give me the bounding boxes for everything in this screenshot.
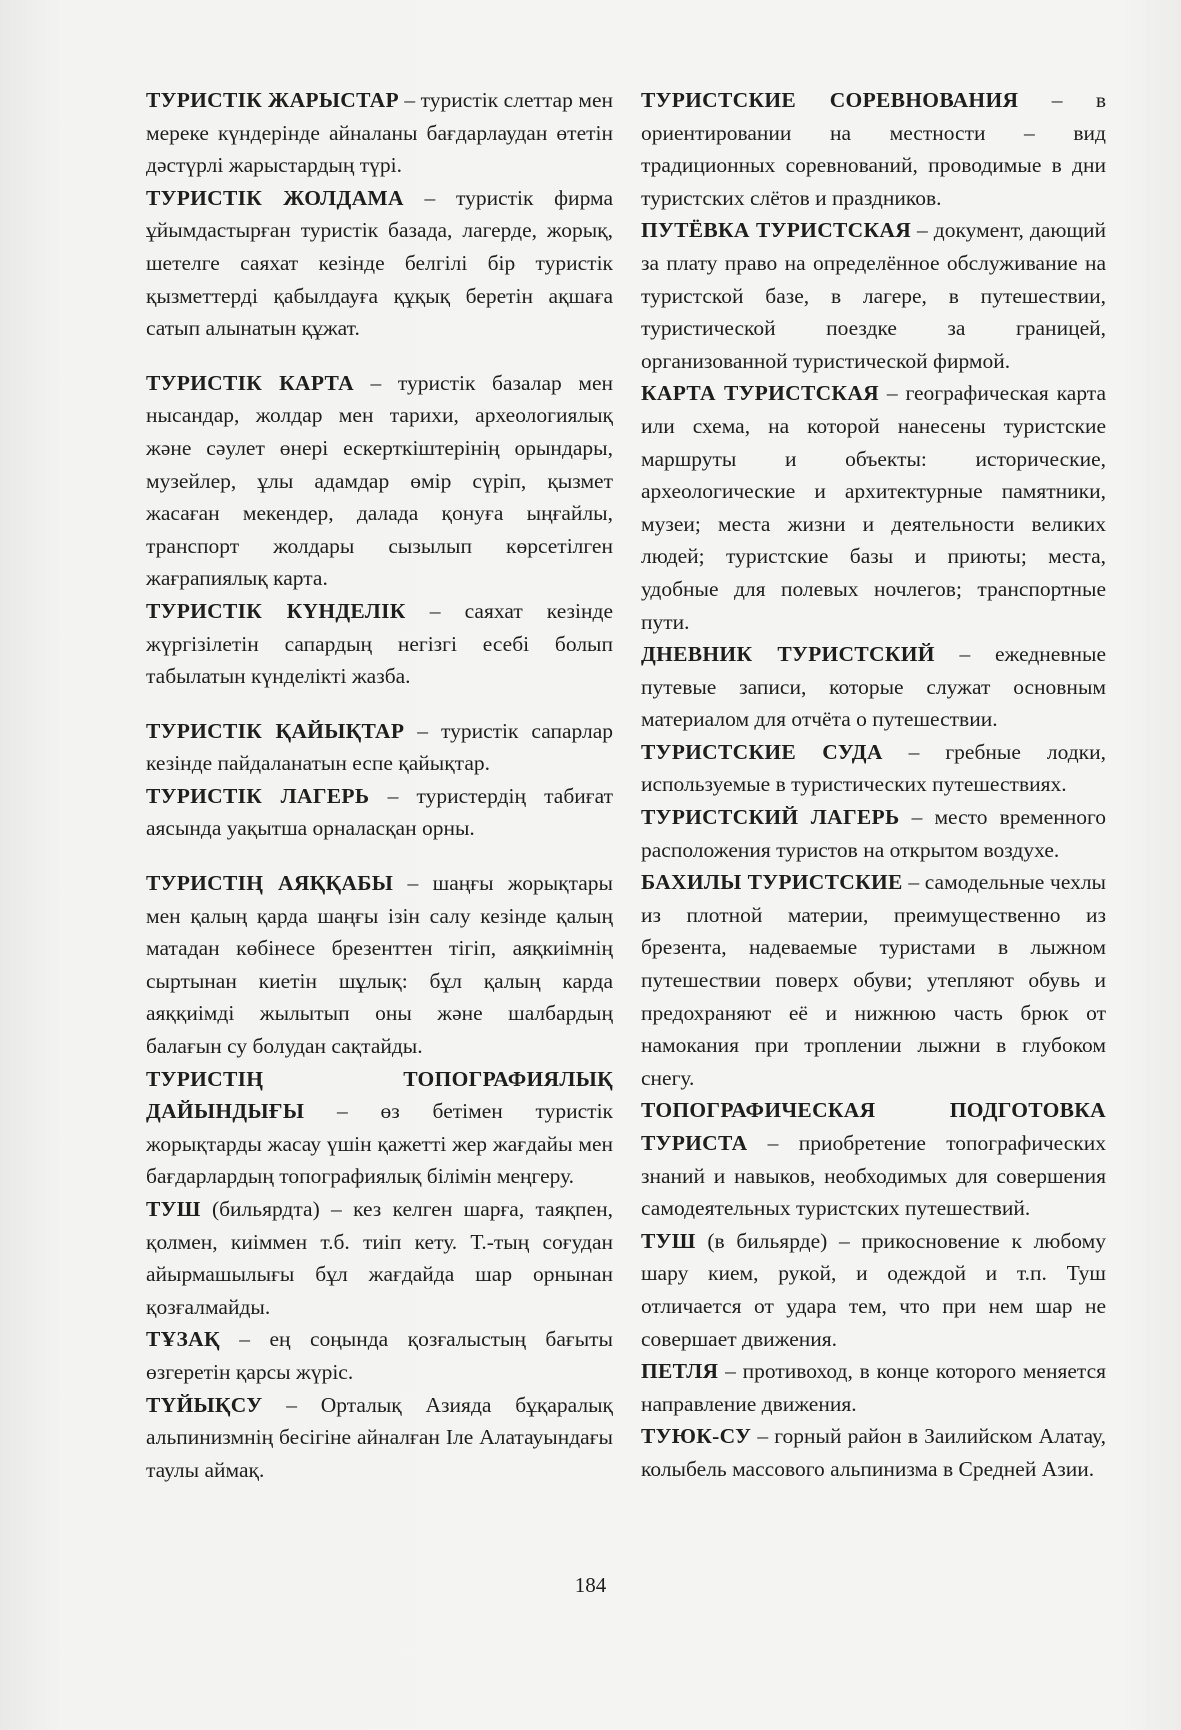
entry-term: ТУЮК-СУ (641, 1424, 752, 1449)
entry-definition: – место временного расположения туристов на открытом воздухе. (641, 805, 1106, 862)
entry-term: ТУРИСТСКИЕ СОРЕВНОВАНИЯ (641, 88, 1019, 112)
entry-definition: (бильярдта) – кез келген шарға, таяқпен, қолмен, киіммен т.б. тиіп кету. Т.-тың соғудан айырмашылығы бұл жағдайда шар орнынан қозғалмайды. (146, 1197, 613, 1319)
entry-term: ТУШ (146, 1197, 201, 1221)
entry (641, 1094, 1106, 1224)
entry (146, 595, 613, 693)
entry-definition: – документ, дающий за плату право на определённое обслуживание на туристской базе, в лагере, в путешествии, туристической поездке за границей, организованной туристической фирмой. (641, 218, 1106, 373)
entry (641, 866, 1106, 1094)
entry (641, 638, 1106, 736)
entry-term: ДНЕВНИК ТУРИСТСКИЙ (641, 642, 935, 667)
entry (641, 1225, 1106, 1355)
entry (146, 182, 613, 345)
entry-term: БАХИЛЫ ТУРИСТСКИЕ (641, 870, 903, 895)
entry-term: ТУРИСТІҢ ТОПОГРАФИЯЛЫҚ ДАЙЫНДЫҒЫ (146, 1066, 613, 1124)
entry (146, 1323, 613, 1388)
entry-definition: – туристердің табиғат аясында уақытша орналасқан орны. (146, 783, 613, 841)
entry (146, 780, 613, 845)
entry (641, 1355, 1106, 1420)
entry-term: ПЕТЛЯ (641, 1359, 719, 1384)
entry-definition: – шаңғы жорықтары мен қалың қарда шаңғы ізін салу кезінде қалың матадан көбінесе брезенттен тігіп, аяқкиімнің сыртынан киетін шұлық: бұл қалың карда аяққиімді жылытып оны және шалбардың балағын су болудан сақтайды. (146, 871, 613, 1059)
entry (641, 377, 1106, 638)
entry-term: ТҰЗАҚ (146, 1327, 220, 1352)
entry-term: ТОПОГРАФИЧЕСКАЯ ПОДГОТОВКА ТУРИСТА (641, 1098, 1106, 1155)
entry-definition: – географическая карта или схема, на которой нанесены туристские маршруты и объекты: исторические, археологические и архитектурные памятники, музеи; места жизни и деятельности великих людей; туристские базы и приюты; места, удобные для полевых ночлегов; транспортные пути. (641, 381, 1106, 634)
entry-term: ТУРИСТІК КАРТА (146, 370, 354, 395)
entry-definition: – туристік сапарлар кезінде пайдаланатын еспе қайықтар. (146, 718, 614, 776)
entry-definition: – туристік фирма ұйымдастырған туристік базада, лагерде, жорық, шетелге саяхат кезінде белгілі бір туристік қызметтерді қабылдауға құқық беретін ақшаға сатып алынатын құжат. (146, 185, 613, 341)
entry-definition: (в бильярде) – прикосновение к любому шару кием, рукой, и одеждой и т.п. Туш отличается от удара тем, что при нем шар не совершает движения. (641, 1228, 1106, 1351)
entry (641, 801, 1106, 866)
entry-definition: – ежедневные путевые записи, которые служат основным материалом для отчёта о путешествии. (641, 642, 1106, 732)
entry-definition: – противоход, в конце которого меняется направление движения. (641, 1359, 1106, 1416)
entry (146, 715, 613, 780)
entry-term: ТУРИСТІК КҮНДЕЛІК (146, 598, 406, 623)
entry-term: ТҮЙЫҚСУ (146, 1392, 263, 1417)
entry (146, 84, 613, 182)
entry-term: ТУРИСТІК ЛАГЕРЬ (146, 783, 370, 808)
entry (146, 1063, 613, 1193)
right-column-russian (641, 84, 1106, 1486)
page-number: 184 (574, 1573, 607, 1597)
entry-term: ТУРИСТСКИЕ СУДА (641, 739, 883, 764)
entry-definition: – өз бетімен туристік жорықтарды жасау үшін қажетті жер жағдайы мен бағдарлардың топографиялық білімін меңгеру. (146, 1099, 613, 1189)
entry-definition: – горный район в Заилийском Алатау, колыбель массового альпинизма в Средней Азии. (641, 1424, 1106, 1481)
entry (146, 1193, 613, 1323)
entry-definition: – туристік базалар мен нысандар, жолдар мен тарихи, археологиялық және сәулет өнері ескерткіштерінің орындары, музейлер, ұлы адамдар өмір сүріп, қызмет жасаған мекендер, далада қонуға ыңғайлы, транспорт жолдары сызылып көрсетілген жағрапиялық карта. (146, 370, 614, 591)
entry-definition: – Орталық Азияда бұқаралық альпинизмнің бесігіне айналған Іле Алатауындағы таулы аймақ. (146, 1392, 613, 1482)
entry-definition: – ең соңында қозғалыстың бағыты өзгеретін қарсы жүріс. (146, 1327, 613, 1384)
entry-definition: – в ориентировании на местности – вид традиционных соревнований, проводимые в дни туристских слётов и праздников. (641, 88, 1106, 210)
entry (146, 867, 613, 1063)
entry-term: ТУРИСТІҢ АЯҚҚАБЫ (146, 871, 394, 896)
entry-definition: – приобретение топографических знаний и навыков, необходимых для совершения самодеятельных туристских путешествий. (641, 1131, 1106, 1221)
entry (146, 1389, 613, 1487)
entry-term: ТУШ (641, 1228, 696, 1253)
entry (641, 214, 1106, 377)
entry-term: ТУРИСТІК ЖАРЫСТАР (146, 88, 399, 112)
entry-definition: – гребные лодки, используемые в туристических путешествиях. (641, 739, 1106, 797)
left-column-kazakh (146, 84, 613, 1486)
entry (641, 1420, 1106, 1485)
entry-term: ТУРИСТІК ЖОЛДАМА (146, 185, 404, 210)
entry-term: ТУРИСТСКИЙ ЛАГЕРЬ (641, 805, 900, 830)
entry-definition: – самодельные чехлы из плотной материи, преимущественно из брезента, надеваемые туристами в лыжном путешествии поверх обуви; утепляют обувь и предохраняют её и нижнюю часть брюк от намокания при троплении лыжни в глубоком снегу. (641, 870, 1106, 1090)
entry-term: ПУТЁВКА ТУРИСТСКАЯ (641, 218, 912, 243)
entry-term: ТУРИСТІК ҚАЙЫҚТАР (146, 718, 405, 743)
entry (641, 84, 1106, 214)
entry-term: КАРТА ТУРИСТСКАЯ (641, 381, 879, 406)
entry-definition: – саяхат кезінде жүргізілетін сапардың негізгі есебі болып табылатын күнделікті жазба. (146, 598, 613, 689)
entry (146, 367, 613, 595)
entry-definition: – туристік слеттар мен мереке күндерінде айналаны бағдарлаудан өтетін дәстүрлі жарыстардың түрі. (146, 88, 613, 178)
entry (641, 736, 1106, 801)
